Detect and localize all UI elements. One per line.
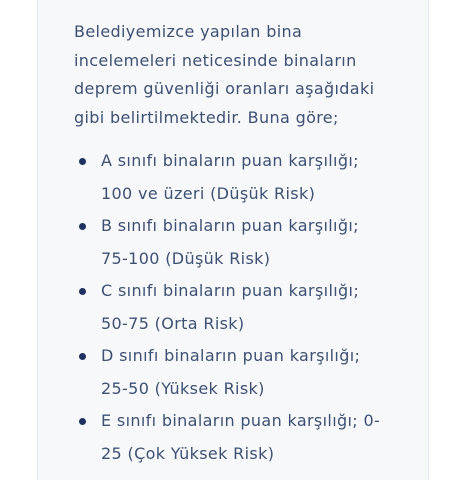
intro-line: deprem güvenliği oranları aşağıdaki (74, 79, 375, 99)
risk-class-label: D sınıfı binaların puan karşılığı; (101, 346, 361, 365)
bullet-dot-icon (79, 223, 86, 230)
risk-class-d-item (74, 340, 414, 405)
risk-class-label: E sınıfı binaların puan karşılığı; 0- (101, 411, 381, 430)
risk-class-label: C sınıfı binaların puan karşılığı; (101, 281, 360, 300)
intro-paragraph (74, 18, 414, 133)
risk-class-range: 25-50 (Yüksek Risk) (101, 378, 265, 398)
risk-class-c-item (74, 275, 414, 340)
risk-class-e-item (74, 405, 414, 470)
info-card (37, 0, 429, 480)
risk-class-range: 50-75 (Orta Risk) (101, 313, 245, 333)
risk-class-range: 25 (Çok Yüksek Risk) (101, 443, 275, 463)
risk-class-label: B sınıfı binaların puan karşılığı; (101, 216, 359, 235)
bullet-dot-icon (79, 158, 86, 165)
bullet-dot-icon (79, 418, 86, 425)
intro-line: gibi belirtilmektedir. Buna göre; (74, 108, 339, 128)
bullet-dot-icon (79, 288, 86, 295)
risk-class-range: 100 ve üzeri (Düşük Risk) (101, 183, 316, 203)
risk-class-a-item (74, 145, 414, 210)
risk-class-b-item (74, 210, 414, 275)
bullet-dot-icon (79, 353, 86, 360)
risk-class-label: A sınıfı binaların puan karşılığı; (101, 151, 359, 170)
intro-line: incelemeleri neticesinde binaların (74, 50, 357, 70)
risk-class-range: 75-100 (Düşük Risk) (101, 248, 271, 268)
intro-line: Belediyemizce yapılan bina (74, 22, 303, 41)
risk-class-list (74, 145, 414, 470)
